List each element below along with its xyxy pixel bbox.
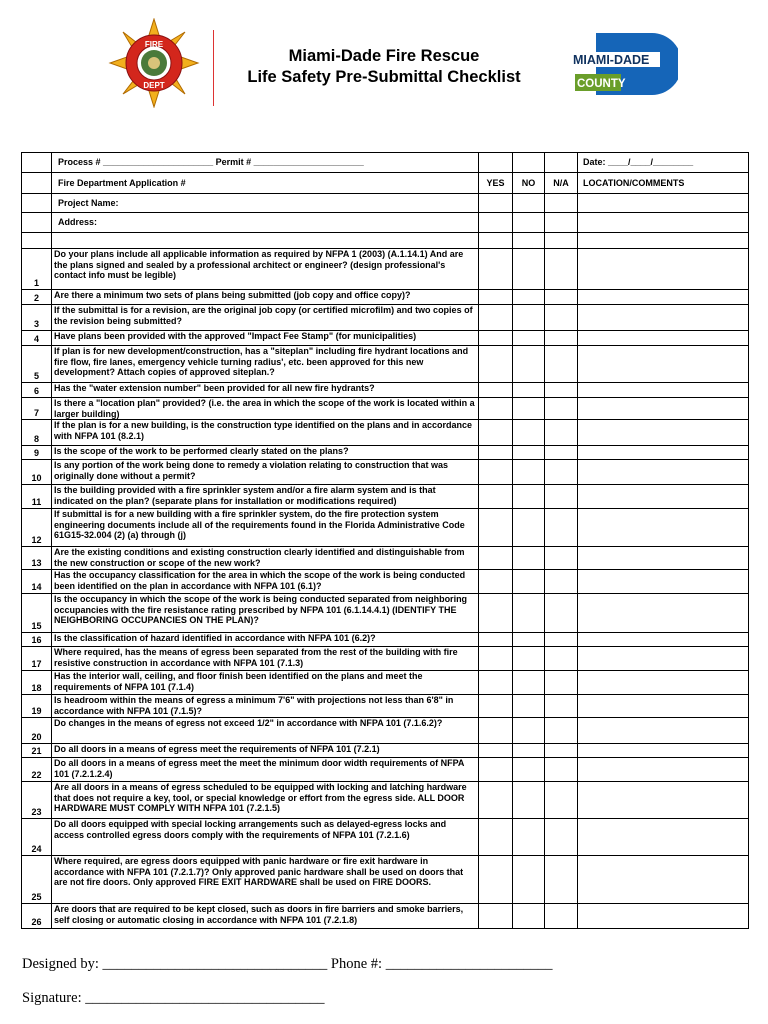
checklist-row xyxy=(22,594,749,633)
item-question: Are all doors in a means of egress scheduled to be equipped with locking and latching hardware that does not require a key, tool, or special knowledge or effort from the egress side. ALL DOOR HARDWARE MUST COMPLY WITH NFPA 101 (7.2.1.5) xyxy=(52,782,479,819)
checklist-row xyxy=(22,695,749,718)
no-cell[interactable] xyxy=(513,758,545,782)
item-question: Do your plans include all applicable information as required by NFPA 1 (2003) (A.1.14.1) And are the plans signed and sealed by a professional architect or engineer? (design professional's contact info must be legible) xyxy=(52,249,479,290)
location-comments-header: LOCATION/COMMENTS xyxy=(578,173,749,194)
comments-cell[interactable] xyxy=(578,290,749,305)
comments-cell[interactable] xyxy=(578,509,749,547)
item-question: Are doors that are required to be kept closed, such as doors in fire barriers and smoke barriers, self closing or automatic closing in accordance with NFPA 101 (7.2.1.8) xyxy=(52,904,479,929)
checklist-row xyxy=(22,305,749,331)
no-cell[interactable] xyxy=(513,485,545,509)
yes-cell[interactable] xyxy=(479,819,513,856)
item-question: Do all doors equipped with special locking arrangements such as delayed-egress locks and access controlled egress doors comply with the requirements of NFPA 101 (7.2.1.6) xyxy=(52,819,479,856)
yes-cell[interactable] xyxy=(479,446,513,460)
yes-cell[interactable] xyxy=(479,331,513,346)
checklist-row xyxy=(22,346,749,383)
checklist-row xyxy=(22,420,749,446)
yes-cell[interactable] xyxy=(479,718,513,744)
item-question: Is the building provided with a fire sprinkler system and/or a fire alarm system and is that indicated on the plan? (separate plans for installation or modifications required) xyxy=(52,485,479,509)
no-cell[interactable] xyxy=(513,290,545,305)
no-cell[interactable] xyxy=(513,695,545,718)
comments-cell[interactable] xyxy=(578,383,749,398)
na-cell[interactable] xyxy=(545,290,578,305)
na-cell[interactable] xyxy=(545,633,578,647)
item-number: 5 xyxy=(22,346,52,383)
na-cell[interactable] xyxy=(545,460,578,485)
yes-cell[interactable] xyxy=(479,856,513,904)
form-row-application xyxy=(22,173,749,194)
no-header: NO xyxy=(513,173,545,194)
yes-cell[interactable] xyxy=(479,249,513,290)
na-cell[interactable] xyxy=(545,570,578,594)
item-number: 1 xyxy=(22,249,52,290)
no-cell[interactable] xyxy=(513,819,545,856)
checklist-row xyxy=(22,744,749,758)
yes-cell[interactable] xyxy=(479,547,513,570)
comments-cell[interactable] xyxy=(578,647,749,671)
no-cell[interactable] xyxy=(513,633,545,647)
project-name-field[interactable]: Project Name: xyxy=(52,194,479,213)
comments-cell[interactable] xyxy=(578,633,749,647)
comments-cell[interactable] xyxy=(578,420,749,446)
checklist-row xyxy=(22,671,749,695)
checklist-row xyxy=(22,547,749,570)
no-cell[interactable] xyxy=(513,398,545,420)
comments-cell[interactable] xyxy=(578,446,749,460)
item-number: 3 xyxy=(22,305,52,331)
no-cell[interactable] xyxy=(513,420,545,446)
na-cell[interactable] xyxy=(545,671,578,695)
page-title xyxy=(222,46,546,88)
item-question: Where required, has the means of egress been separated from the rest of the building with fire resistive construction in accordance with NFPA 101 (7.1.3) xyxy=(52,647,479,671)
item-number: 18 xyxy=(22,671,52,695)
checklist-row xyxy=(22,718,749,744)
no-cell[interactable] xyxy=(513,856,545,904)
na-cell[interactable] xyxy=(545,249,578,290)
no-cell[interactable] xyxy=(513,509,545,547)
na-cell[interactable] xyxy=(545,346,578,383)
form-row-process xyxy=(22,153,749,173)
checklist-row xyxy=(22,904,749,929)
header-divider xyxy=(213,30,214,106)
comments-cell[interactable] xyxy=(578,460,749,485)
checklist-row xyxy=(22,758,749,782)
yes-cell[interactable] xyxy=(479,460,513,485)
yes-cell[interactable] xyxy=(479,383,513,398)
item-number: 23 xyxy=(22,782,52,819)
item-number: 11 xyxy=(22,485,52,509)
item-question: Has the "water extension number" been provided for all new fire hydrants? xyxy=(52,383,479,398)
checklist-row xyxy=(22,383,749,398)
item-question: Are the existing conditions and existing construction clearly identified and distinguishable from the new construction or scope of the new work? xyxy=(52,547,479,570)
comments-cell[interactable] xyxy=(578,398,749,420)
application-number-field[interactable]: Fire Department Application # xyxy=(52,173,479,194)
yes-cell[interactable] xyxy=(479,305,513,331)
na-cell[interactable] xyxy=(545,305,578,331)
date-field[interactable]: Date: ____/____/________ xyxy=(578,153,749,173)
no-cell[interactable] xyxy=(513,446,545,460)
yes-cell[interactable] xyxy=(479,594,513,633)
item-number: 15 xyxy=(22,594,52,633)
item-number: 25 xyxy=(22,856,52,904)
checklist-row xyxy=(22,570,749,594)
checklist-row xyxy=(22,331,749,346)
checklist-row xyxy=(22,290,749,305)
item-number: 2 xyxy=(22,290,52,305)
yes-cell[interactable] xyxy=(479,570,513,594)
yes-cell[interactable] xyxy=(479,633,513,647)
comments-cell[interactable] xyxy=(578,856,749,904)
comments-cell[interactable] xyxy=(578,547,749,570)
fire-rescue-logo xyxy=(106,18,202,108)
comments-cell[interactable] xyxy=(578,305,749,331)
item-question: If the plan is for a new building, is the construction type identified on the plans and in accordance with NFPA 101 (8.2.1) xyxy=(52,420,479,446)
yes-cell[interactable] xyxy=(479,290,513,305)
item-question: Do changes in the means of egress not exceed 1/2" in accordance with NFPA 101 (7.1.6.2)? xyxy=(52,718,479,744)
comments-cell[interactable] xyxy=(578,594,749,633)
item-question: Is the occupancy in which the scope of the work is being conducted separated from neighboring occupancies with the fire resistance rating prescribed by NFPA 101 (6.1.14.4.1) (IDENTIFY THE NEIGHBORING OCCUPANCIES ON THE PLAN)? xyxy=(52,594,479,633)
item-number: 13 xyxy=(22,547,52,570)
item-question: Are there a minimum two sets of plans being submitted (job copy and office copy)? xyxy=(52,290,479,305)
checklist-table xyxy=(21,152,749,929)
item-number: 9 xyxy=(22,446,52,460)
item-question: If submittal is for a new building with a fire sprinkler system, do the fire protection system engineering documents include all of the requirements found in the Florida Administrative Code 61G15-32.004 (2) (a) through (j) xyxy=(52,509,479,547)
yes-cell[interactable] xyxy=(479,398,513,420)
item-number: 14 xyxy=(22,570,52,594)
item-question: Do all doors in a means of egress meet the meet the minimum door width requirements of NFPA 101 (7.2.1.2.4) xyxy=(52,758,479,782)
no-cell[interactable] xyxy=(513,547,545,570)
no-cell[interactable] xyxy=(513,249,545,290)
title-line-2: Life Safety Pre-Submittal Checklist xyxy=(247,68,521,86)
item-question: Is any portion of the work being done to remedy a violation relating to construction that was originally done without a permit? xyxy=(52,460,479,485)
yes-cell[interactable] xyxy=(479,695,513,718)
item-number: 24 xyxy=(22,819,52,856)
title-line-1: Miami-Dade Fire Rescue xyxy=(288,47,480,65)
item-number: 8 xyxy=(22,420,52,446)
item-number: 12 xyxy=(22,509,52,547)
item-question: Is headroom within the means of egress a minimum 7'6" with projections not less than 6'8" in accordance with NFPA 101 (7.1.5)? xyxy=(52,695,479,718)
na-cell[interactable] xyxy=(545,509,578,547)
svg-text:MIAMI-DADE: MIAMI-DADE xyxy=(573,53,650,67)
checklist-row xyxy=(22,485,749,509)
yes-cell[interactable] xyxy=(479,485,513,509)
no-cell[interactable] xyxy=(513,647,545,671)
no-cell[interactable] xyxy=(513,782,545,819)
address-field[interactable]: Address: xyxy=(52,213,479,233)
item-number: 22 xyxy=(22,758,52,782)
miami-dade-county-logo xyxy=(572,33,678,95)
checklist-row xyxy=(22,856,749,904)
comments-cell[interactable] xyxy=(578,718,749,744)
checklist-row xyxy=(22,460,749,485)
yes-cell[interactable] xyxy=(479,744,513,758)
item-question: Have plans been provided with the approved "Impact Fee Stamp" (for municipalities) xyxy=(52,331,479,346)
item-question: Is there a "location plan" provided? (i.e. the area in which the scope of the work is located within a larger building) xyxy=(52,398,479,420)
yes-cell[interactable] xyxy=(479,346,513,383)
na-cell[interactable] xyxy=(545,856,578,904)
na-cell[interactable] xyxy=(545,819,578,856)
na-cell[interactable] xyxy=(545,331,578,346)
no-cell[interactable] xyxy=(513,383,545,398)
yes-cell[interactable] xyxy=(479,904,513,929)
item-question: Has the interior wall, ceiling, and floor finish been identified on the plans and meet the requirements of NFPA 101 (7.1.4) xyxy=(52,671,479,695)
na-cell[interactable] xyxy=(545,647,578,671)
na-cell[interactable] xyxy=(545,758,578,782)
no-cell[interactable] xyxy=(513,305,545,331)
item-question: Is the classification of hazard identified in accordance with NFPA 101 (6.2)? xyxy=(52,633,479,647)
comments-cell[interactable] xyxy=(578,485,749,509)
na-cell[interactable] xyxy=(545,446,578,460)
yes-cell[interactable] xyxy=(479,758,513,782)
yes-cell[interactable] xyxy=(479,782,513,819)
item-number: 20 xyxy=(22,718,52,744)
na-cell[interactable] xyxy=(545,904,578,929)
item-number: 17 xyxy=(22,647,52,671)
item-number: 21 xyxy=(22,744,52,758)
checklist-row xyxy=(22,633,749,647)
comments-cell[interactable] xyxy=(578,346,749,383)
comments-cell[interactable] xyxy=(578,695,749,718)
no-cell[interactable] xyxy=(513,570,545,594)
checklist-row xyxy=(22,446,749,460)
svg-text:DEPT: DEPT xyxy=(143,81,165,90)
yes-cell[interactable] xyxy=(479,671,513,695)
na-cell[interactable] xyxy=(545,398,578,420)
yes-cell[interactable] xyxy=(479,647,513,671)
yes-cell[interactable] xyxy=(479,509,513,547)
svg-text:COUNTY: COUNTY xyxy=(577,78,626,90)
na-cell[interactable] xyxy=(545,547,578,570)
comments-cell[interactable] xyxy=(578,744,749,758)
checklist-row xyxy=(22,509,749,547)
no-cell[interactable] xyxy=(513,904,545,929)
form-row-address xyxy=(22,213,749,233)
na-cell[interactable] xyxy=(545,485,578,509)
comments-cell[interactable] xyxy=(578,904,749,929)
na-header: N/A xyxy=(545,173,578,194)
no-cell[interactable] xyxy=(513,671,545,695)
no-cell[interactable] xyxy=(513,331,545,346)
checklist-row xyxy=(22,782,749,819)
item-number: 16 xyxy=(22,633,52,647)
na-cell[interactable] xyxy=(545,594,578,633)
na-cell[interactable] xyxy=(545,695,578,718)
item-question: Where required, are egress doors equipped with panic hardware or fire exit hardware in accordance with NFPA 101 (7.2.1.7)? Only approved panic hardware shall be used on doors that are not fire doors. Only approved FIRE EXIT HARDWARE shall be used on FIRE DOORS. xyxy=(52,856,479,904)
comments-cell[interactable] xyxy=(578,331,749,346)
na-cell[interactable] xyxy=(545,782,578,819)
item-question: Is the scope of the work to be performed clearly stated on the plans? xyxy=(52,446,479,460)
designed-by-phone-line[interactable]: Designed by: _______________________________ Phone #: _______________________ xyxy=(22,956,553,972)
item-number: 19 xyxy=(22,695,52,718)
no-cell[interactable] xyxy=(513,594,545,633)
yes-cell[interactable] xyxy=(479,420,513,446)
spacer-row xyxy=(22,233,749,249)
item-number: 6 xyxy=(22,383,52,398)
yes-header: YES xyxy=(479,173,513,194)
na-cell[interactable] xyxy=(545,383,578,398)
no-cell[interactable] xyxy=(513,460,545,485)
svg-text:FIRE: FIRE xyxy=(144,40,164,49)
na-cell[interactable] xyxy=(545,744,578,758)
comments-cell[interactable] xyxy=(578,671,749,695)
item-question: If the submittal is for a revision, are the original job copy (or certified microfilm) and two copies of the revision being submitted? xyxy=(52,305,479,331)
comments-cell[interactable] xyxy=(578,249,749,290)
checklist-row xyxy=(22,647,749,671)
na-cell[interactable] xyxy=(545,718,578,744)
item-question: Has the occupancy classification for the area in which the scope of the work is being conducted been identified on the plan in accordance with NFPA 101 (6.1)? xyxy=(52,570,479,594)
signature-line[interactable]: Signature: _________________________________ xyxy=(22,990,325,1006)
item-number: 4 xyxy=(22,331,52,346)
na-cell[interactable] xyxy=(545,420,578,446)
item-number: 10 xyxy=(22,460,52,485)
comments-cell[interactable] xyxy=(578,819,749,856)
checklist-row xyxy=(22,398,749,420)
comments-cell[interactable] xyxy=(578,570,749,594)
checklist-row xyxy=(22,819,749,856)
checklist-row xyxy=(22,249,749,290)
process-permit-field[interactable]: Process # ______________________ Permit # ______________________ xyxy=(52,153,479,173)
item-question: Do all doors in a means of egress meet the requirements of NFPA 101 (7.2.1) xyxy=(52,744,479,758)
no-cell[interactable] xyxy=(513,744,545,758)
comments-cell[interactable] xyxy=(578,782,749,819)
item-number: 26 xyxy=(22,904,52,929)
no-cell[interactable] xyxy=(513,718,545,744)
item-number: 7 xyxy=(22,398,52,420)
item-question: If plan is for new development/construction, has a "siteplan" including fire hydrant locations and fire flow, fire lanes, emergency vehicle turning radius', etc. been approved for this new development? Attach copies of approved siteplan.? xyxy=(52,346,479,383)
comments-cell[interactable] xyxy=(578,758,749,782)
form-row-project-name xyxy=(22,194,749,213)
no-cell[interactable] xyxy=(513,346,545,383)
